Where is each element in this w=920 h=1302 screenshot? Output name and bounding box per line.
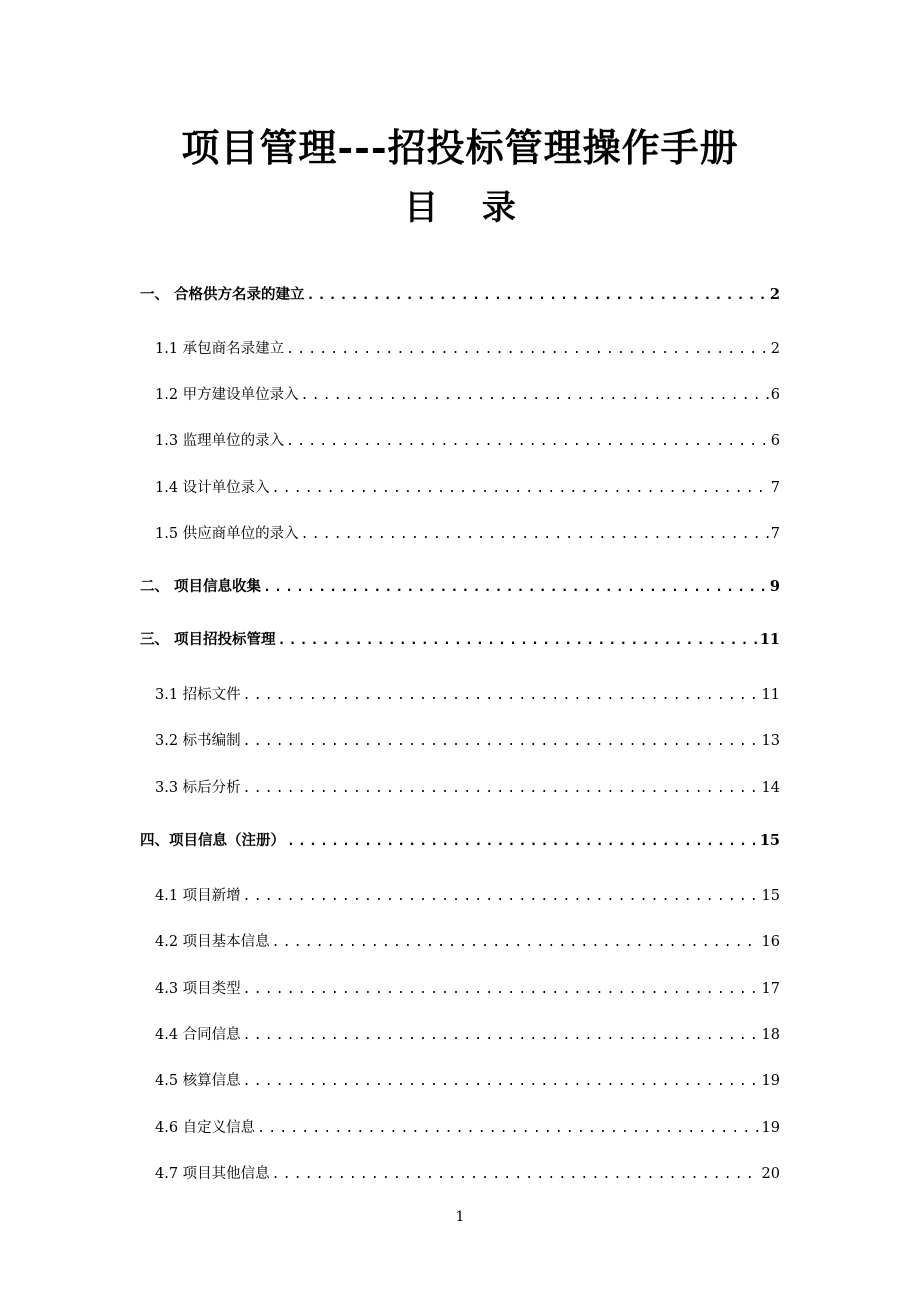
toc-entry-label: 1.2 甲方建设单位录入 <box>155 387 299 403</box>
toc-dot-leader <box>243 1024 760 1048</box>
toc-entry-label: 4.1 项目新增 <box>155 888 241 904</box>
toc-dot-leader <box>286 430 769 454</box>
toc-entry-page: 15 <box>761 888 780 904</box>
toc-dot-leader <box>307 284 768 308</box>
toc-entry-page: 6 <box>770 387 780 403</box>
toc-entry-page: 17 <box>761 981 780 997</box>
toc-dot-leader <box>243 978 760 1002</box>
toc-dot-leader <box>263 576 768 600</box>
toc-entry-1-2[interactable] <box>155 383 780 407</box>
toc-dot-leader <box>301 523 769 547</box>
toc-entry-2[interactable] <box>140 575 780 599</box>
toc-entry-page: 11 <box>759 631 780 648</box>
toc-entry-label: 4.3 项目类型 <box>155 981 241 997</box>
toc-entry-page: 15 <box>759 832 780 849</box>
toc-entry-1-3[interactable] <box>155 429 780 453</box>
toc-dot-leader <box>243 1070 760 1094</box>
toc-entry-page: 7 <box>770 526 780 542</box>
toc-entry-label: 1.3 监理单位的录入 <box>155 433 285 449</box>
toc-entry-label: 4.5 核算信息 <box>155 1073 241 1089</box>
toc-entry-page: 2 <box>770 341 780 357</box>
toc-dot-leader <box>243 885 760 909</box>
toc-dot-leader <box>243 684 760 708</box>
toc-entry-page: 2 <box>769 286 780 303</box>
toc-dot-leader <box>257 1117 759 1141</box>
toc-entry-4[interactable] <box>140 829 780 853</box>
toc-entry-page: 19 <box>761 1073 780 1089</box>
toc-dot-leader <box>301 384 769 408</box>
toc-entry-label: 3.2 标书编制 <box>155 733 241 749</box>
toc-entry-3-1[interactable] <box>155 683 780 707</box>
toc-entry-page: 19 <box>761 1120 780 1136</box>
toc-entry-3-2[interactable] <box>155 729 780 753</box>
toc-entry-1-1[interactable] <box>155 337 780 361</box>
toc-entry-1[interactable] <box>140 283 780 307</box>
page-number: 1 <box>455 1209 465 1225</box>
toc-entry-label: 3.1 招标文件 <box>155 687 241 703</box>
toc-entry-4-5[interactable] <box>155 1069 780 1093</box>
toc-entry-4-6[interactable] <box>155 1116 780 1140</box>
toc-entry-label: 三、 项目招投标管理 <box>140 631 276 648</box>
toc-entry-4-7[interactable] <box>155 1162 780 1186</box>
toc-entry-label: 3.3 标后分析 <box>155 780 241 796</box>
toc-entry-4-4[interactable] <box>155 1023 780 1047</box>
toc-dot-leader <box>278 629 758 653</box>
toc-entry-label: 4.6 自定义信息 <box>155 1120 256 1136</box>
toc-entry-3-3[interactable] <box>155 776 780 800</box>
toc-dot-leader <box>243 777 760 801</box>
toc-dot-leader <box>272 931 760 955</box>
toc-entry-label: 1.4 设计单位录入 <box>155 480 270 496</box>
toc-entry-4-3[interactable] <box>155 977 780 1001</box>
toc-entry-label: 4.4 合同信息 <box>155 1027 241 1043</box>
toc-entry-label: 二、 项目信息收集 <box>140 578 262 595</box>
toc-entry-label: 1.1 承包商名录建立 <box>155 341 285 357</box>
toc-entry-page: 14 <box>761 780 780 796</box>
toc-heading: 目 录 <box>404 188 516 228</box>
toc-entry-3[interactable] <box>140 628 780 652</box>
toc-entry-1-5[interactable] <box>155 522 780 546</box>
toc-entry-page: 9 <box>769 578 780 595</box>
toc-entry-4-2[interactable] <box>155 930 780 954</box>
document-title: 项目管理---招投标管理操作手册 <box>181 125 739 170</box>
toc-dot-leader <box>287 830 758 854</box>
toc-entry-4-1[interactable] <box>155 884 780 908</box>
toc-entry-page: 13 <box>761 733 780 749</box>
toc-entry-page: 16 <box>761 934 780 950</box>
toc-entry-page: 6 <box>770 433 780 449</box>
toc-dot-leader <box>286 338 769 362</box>
toc-entry-page: 18 <box>761 1027 780 1043</box>
toc-entry-label: 4.7 项目其他信息 <box>155 1166 270 1182</box>
toc-entry-label: 4.2 项目基本信息 <box>155 934 270 950</box>
toc-entry-label: 四、项目信息（注册） <box>140 832 285 849</box>
toc-entry-label: 一、 合格供方名录的建立 <box>140 286 305 303</box>
toc-dot-leader <box>272 1163 760 1187</box>
toc-entry-page: 20 <box>761 1166 780 1182</box>
toc-dot-leader <box>243 730 760 754</box>
toc-entry-label: 1.5 供应商单位的录入 <box>155 526 299 542</box>
toc-entry-1-4[interactable] <box>155 476 780 500</box>
toc-entry-page: 11 <box>761 687 780 703</box>
toc-entry-page: 7 <box>770 480 780 496</box>
toc-dot-leader <box>272 477 769 501</box>
